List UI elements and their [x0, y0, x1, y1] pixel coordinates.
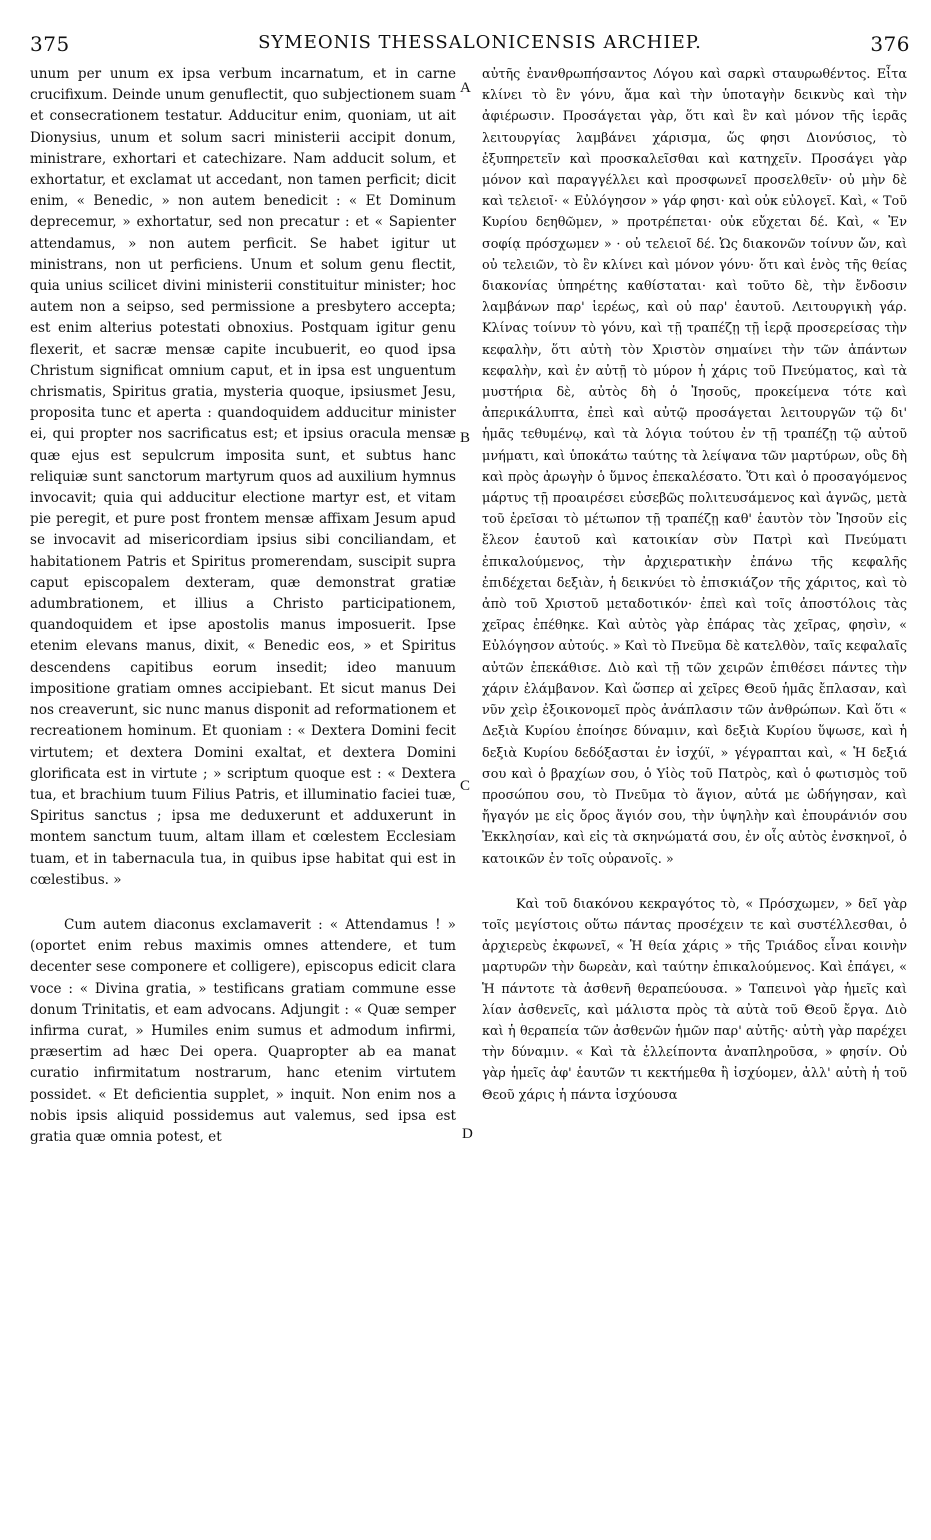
margin-marker-b: B — [460, 430, 471, 446]
latin-paragraph-1: unum per unum ex ipsa verbum incarnatum, et in carne crucifixum. Deinde unum genuflectit, quo subjectionem suam et consecrationem testatur. Adducitur enim, quoniam, ut ait Dionysius, unum et solum sacri ministerii accipit donum, ministrare, exhortari et catechizare. Nam adducit solum, et exhortatur, et exclamat ut accedant, non tamen perficit; dicit enim, « Benedic, » non autem benedicit : « Et Dominum deprecemur, » exhortatur, sed non precatur : et « Sapienter attendamus, » non autem perficit. Se habet igitur ut ministrans, non ut perficiens. Unum et solum genu flectit, quia unius scilicet divini ministerii constituitur minister; hoc autem non a seipso, sed permissione a presbytero accepta; est enim alterius potestati obnoxius. Postquam igitur genu flexerit, et sacræ mensæ capite incubuerit, eo quod ipsa Christum significat omnium caput, et in ipsa est unguentum chrismatis, Spiritus gratia, mysteria quoque, ipsiusmet Jesu, proposita tunc et aperta : quandoquidem adducitur minister ei, qui propter nos sacrificatus est; et ipsius oracula mensæ quæ ejus est sepulcrum imposita sunt, et subtus hanc reliquiæ sunt sanctorum martyrum quos ad auxilium hymnus invocavit; quia qui adducitur electione martyr est, et vitam pie peregit, et pure post frontem mensæ affixam Jesum apud se invocavit ad misericordiam ipsius sibi conciliandam, et habitationem Patris et Spiritus promerendam, suscipit supra caput episcopalem dexteram, quæ demonstrat gratiæ adumbrationem, et illius a Christo participationem, quandoquidem et ipse apostolis manus imposuerit. Ipse etenim elevans manus, dixit, « Benedic eos, » et Spiritus descendens capitibus eorum insedit; ideo manuum impositione gratiam omnes accipiebant. Et sicut manus Dei nos creaverunt, sic nunc manus disponit ad reformationem et recreationem hominum. Et quoniam : « Dextera Domini fecit virtutem; et dextera Domini exaltat, et dextera Domini glorificata est in virtute ; » scriptum quoque est : « Dextera tua, et brachium tuum Filius Patris, et illuminatio faciei tuæ, Spiritus sanctus ; ipsa me deduxerunt et adduxerunt in montem sanctum tuum, altam illam et cœlestem Ecclesiam tuam, et in tabernacula tua, in quibus ipse habitat qui est in cœlestibus. » — [30, 66, 456, 888]
latin-column — [30, 64, 456, 1148]
latin-paragraph-2: Cum autem diaconus exclamaverit : « Attendamus ! » (oportet enim rebus maximis omnes attendere, et tum decenter sese componere et colligere), episcopus edicit clara voce : « Divina gratia, » testificans gratiam commune esse donum Trinitatis, et eam advocans. Adjungit : « Quæ semper infirma curat, » Humiles enim sumus et admodum infirmi, præsertim ad hæc Dei opera. Quapropter ab ea manat curatio infirmitatum nostrarum, hanc etenim virtutem possidet. « Et deficientia supplet, » inquit. Non enim nos a nobis ipsis aliquid possidemus aut valemus, sed ipsa est gratia quæ omnia potest, et — [30, 916, 456, 1145]
margin-marker-d: D — [462, 1126, 473, 1142]
greek-column — [482, 64, 907, 1106]
greek-paragraph-2: Καὶ τοῦ διακόνου κεκραγότος τὸ, « Πρόσχωμεν, » δεῖ γὰρ τοῖς μεγίστοις οὕτω πάντας προσέχειν τε καὶ συστέλλεσθαι, ὁ ἀρχιερεὺς ἐκφωνεῖ, « Ἡ θεία χάρις » τῆς Τριάδος εἶναι κοινὴν μαρτυρῶν τὴν δωρεὰν, καὶ ταύτην ἐπικαλούμενος. Καὶ ἐπάγει, « Ἡ πάντοτε τὰ ἀσθενῆ θεραπεύουσα. » Ταπεινοὶ γὰρ ἡμεῖς καὶ λίαν ἀσθενεῖς, καὶ μάλιστα πρὸς τὰ αὐτὰ τοῦ Θεοῦ ἔργα. Διὸ καὶ ἡ θεραπεία τῶν ἀσθενῶν ἡμῶν παρ' αὐτῆς· αὐτὴ γὰρ παρέχει τὴν δύναμιν. « Καὶ τὰ ἐλλείποντα ἀναπληροῦσα, » φησίν. Οὐ γὰρ ἡμεῖς ἀφ' ἑαυτῶν τι κεκτήμεθα ἢ ἰσχύομεν, ἀλλ' αὐτὴ ἡ τοῦ Θεοῦ χάρις ἡ πάντα ἰσχύουσα — [482, 896, 907, 1103]
margin-marker-a: A — [460, 80, 471, 96]
running-title: SYMEONIS THESSALONICENSIS ARCHIEP. — [258, 32, 702, 53]
margin-marker-c: C — [460, 778, 471, 794]
page-number-right: 376 — [870, 32, 910, 56]
running-header — [30, 32, 910, 62]
page-number-left: 375 — [30, 32, 70, 56]
greek-paragraph-1: αὐτῆς ἐνανθρωπήσαντος Λόγου καὶ σαρκὶ σταυρωθέντος. Εἶτα κλίνει τὸ ἓν γόνυ, ἅμα καὶ τὴν ὑποταγὴν δεικνὺς καὶ τὴν ἀφιέρωσιν. Προσάγεται γὰρ, ὅτι καὶ ἓν καὶ μόνον τῆς ἱερᾶς λειτουργίας λαμβάνει χάρισμα, ὥς φησι Διονύσιος, τὸ ἐξυπηρετεῖν καὶ προσκαλεῖσθαι καὶ κατηχεῖν. Προσάγει γὰρ μόνον καὶ παραγγέλλει καὶ προσφωνεῖ προσελθεῖν· οὐ μὴν δὲ καὶ τελειοῖ· « Εὐλόγησον » γάρ φησι· καὶ οὐκ εὐλογεῖ. Καὶ, « Τοῦ Κυρίου δεηθῶμεν, » προτρέπεται· οὐκ εὔχεται δέ. Καὶ, « Ἐν σοφίᾳ πρόσχωμεν » · οὐ τελειοῖ δέ. Ὡς διακονῶν τοίνυν ὤν, καὶ οὐ τελειῶν, τὸ ἓν κλίνει καὶ μόνον γόνυ· ὅτι καὶ ἑνὸς τῆς θείας διακονίας ὑπηρέτης καθίσταται· καὶ τοῦτο δὲ, τὴν ἔνδοσιν λαμβάνων παρ' ἱερέως, καὶ οὐ παρ' ἑαυτοῦ. Λειτουργικὴ γάρ. Κλίνας τοίνυν τὸ γόνυ, καὶ τῇ τραπέζῃ τῇ ἱερᾷ προσερείσας τὴν κεφαλὴν, ὅτι αὐτὴ τὸν Χριστὸν σημαίνει τὴν τῶν ἁπάντων κεφαλὴν, καὶ ἐν αὐτῇ τὸ μύρον ἡ χάρις τοῦ Πνεύματος, καὶ τὰ μυστήρια δὲ, αὐτὸς δὴ ὁ Ἰησοῦς, προκείμενα τότε καὶ ἀπερικάλυπτα, ἐπεὶ καὶ αὐτῷ προσάγεται λειτουργῶν τῷ δι' ἡμᾶς τεθυμένῳ, καὶ τὰ λόγια τούτου ἐν τῇ τραπέζῃ τῷ αὐτοῦ μνήματι, καὶ ὑποκάτω ταύτης τὰ λείψανα τῶν μαρτύρων, οὓς δὴ καὶ πρὸς ἀρωγὴν ὁ ὕμνος ἐπεκαλέσατο. Ὅτι καὶ ὁ προσαγόμενος μάρτυς τῇ προαιρέσει εὐσεβῶς πολιτευσάμενος καὶ ἁγνῶς, μετὰ τοῦ ἐρεῖσαι τὸ μέτωπον τῇ τραπέζῃ καθ' ἑαυτὸν τὸν Ἰησοῦν εἰς ἔλεον ἑαυτοῦ καὶ κατοικίαν σὺν Πατρὶ καὶ Πνεύματι ἐπικαλούμενος, τὴν ἀρχιερατικὴν ἐπάνω τῆς κεφαλῆς ἐπιδέχεται δεξιὰν, ἡ δεικνύει τὸ ἐπισκιάζον τῆς χάριτος, καὶ τὸ ἀπὸ τοῦ Χριστοῦ μεταδοτικόν· ἐπεὶ καὶ τοῖς ἀποστόλοις τὰς χεῖρας ἐπέθηκε. Καὶ αὐτὸς γὰρ ἐπάρας τὰς χεῖρας, φησὶν, « Εὐλόγησον αὐτούς. » Καὶ τὸ Πνεῦμα δὲ κατελθὸν, ταῖς κεφαλαῖς αὐτῶν ἐπεκάθισε. Διὸ καὶ τῇ τῶν χειρῶν ἐπιθέσει πάντες τὴν χάριν ἐλάμβανον. Καὶ ὥσπερ αἱ χεῖρες Θεοῦ ἡμᾶς ἔπλασαν, καὶ νῦν χεὶρ ἐξοικονομεῖ πρὸς ἀνάπλασιν τῶν ἀνθρώπων. Καὶ ὅτι « Δεξιὰ Κυρίου ἐποίησε δύναμιν, καὶ δεξιὰ Κυρίου ὕψωσε, καὶ ἡ δεξιὰ Κυρίου δεδόξασται ἐν ἰσχύϊ, » γέγραπται καὶ, « Ἡ δεξιά σου καὶ ὁ βραχίων σου, ὁ Υἱὸς τοῦ Πατρὸς, καὶ ὁ φωτισμὸς τοῦ προσώπου σου, τὸ Πνεῦμα τὸ ἅγιον, αὐτά με ὡδήγησαν, καὶ ἤγαγόν με εἰς ὄρος ἅγιόν σου, τὴν ὑψηλὴν καὶ ἐπουράνιόν σου Ἐκκλησίαν, καὶ εἰς τὰ σκηνώματά σου, ἐν οἷς αὐτὸς ἐνσκηνοῖ, ὁ κατοικῶν ἐν τοῖς οὐρανοῖς. » — [482, 67, 907, 867]
